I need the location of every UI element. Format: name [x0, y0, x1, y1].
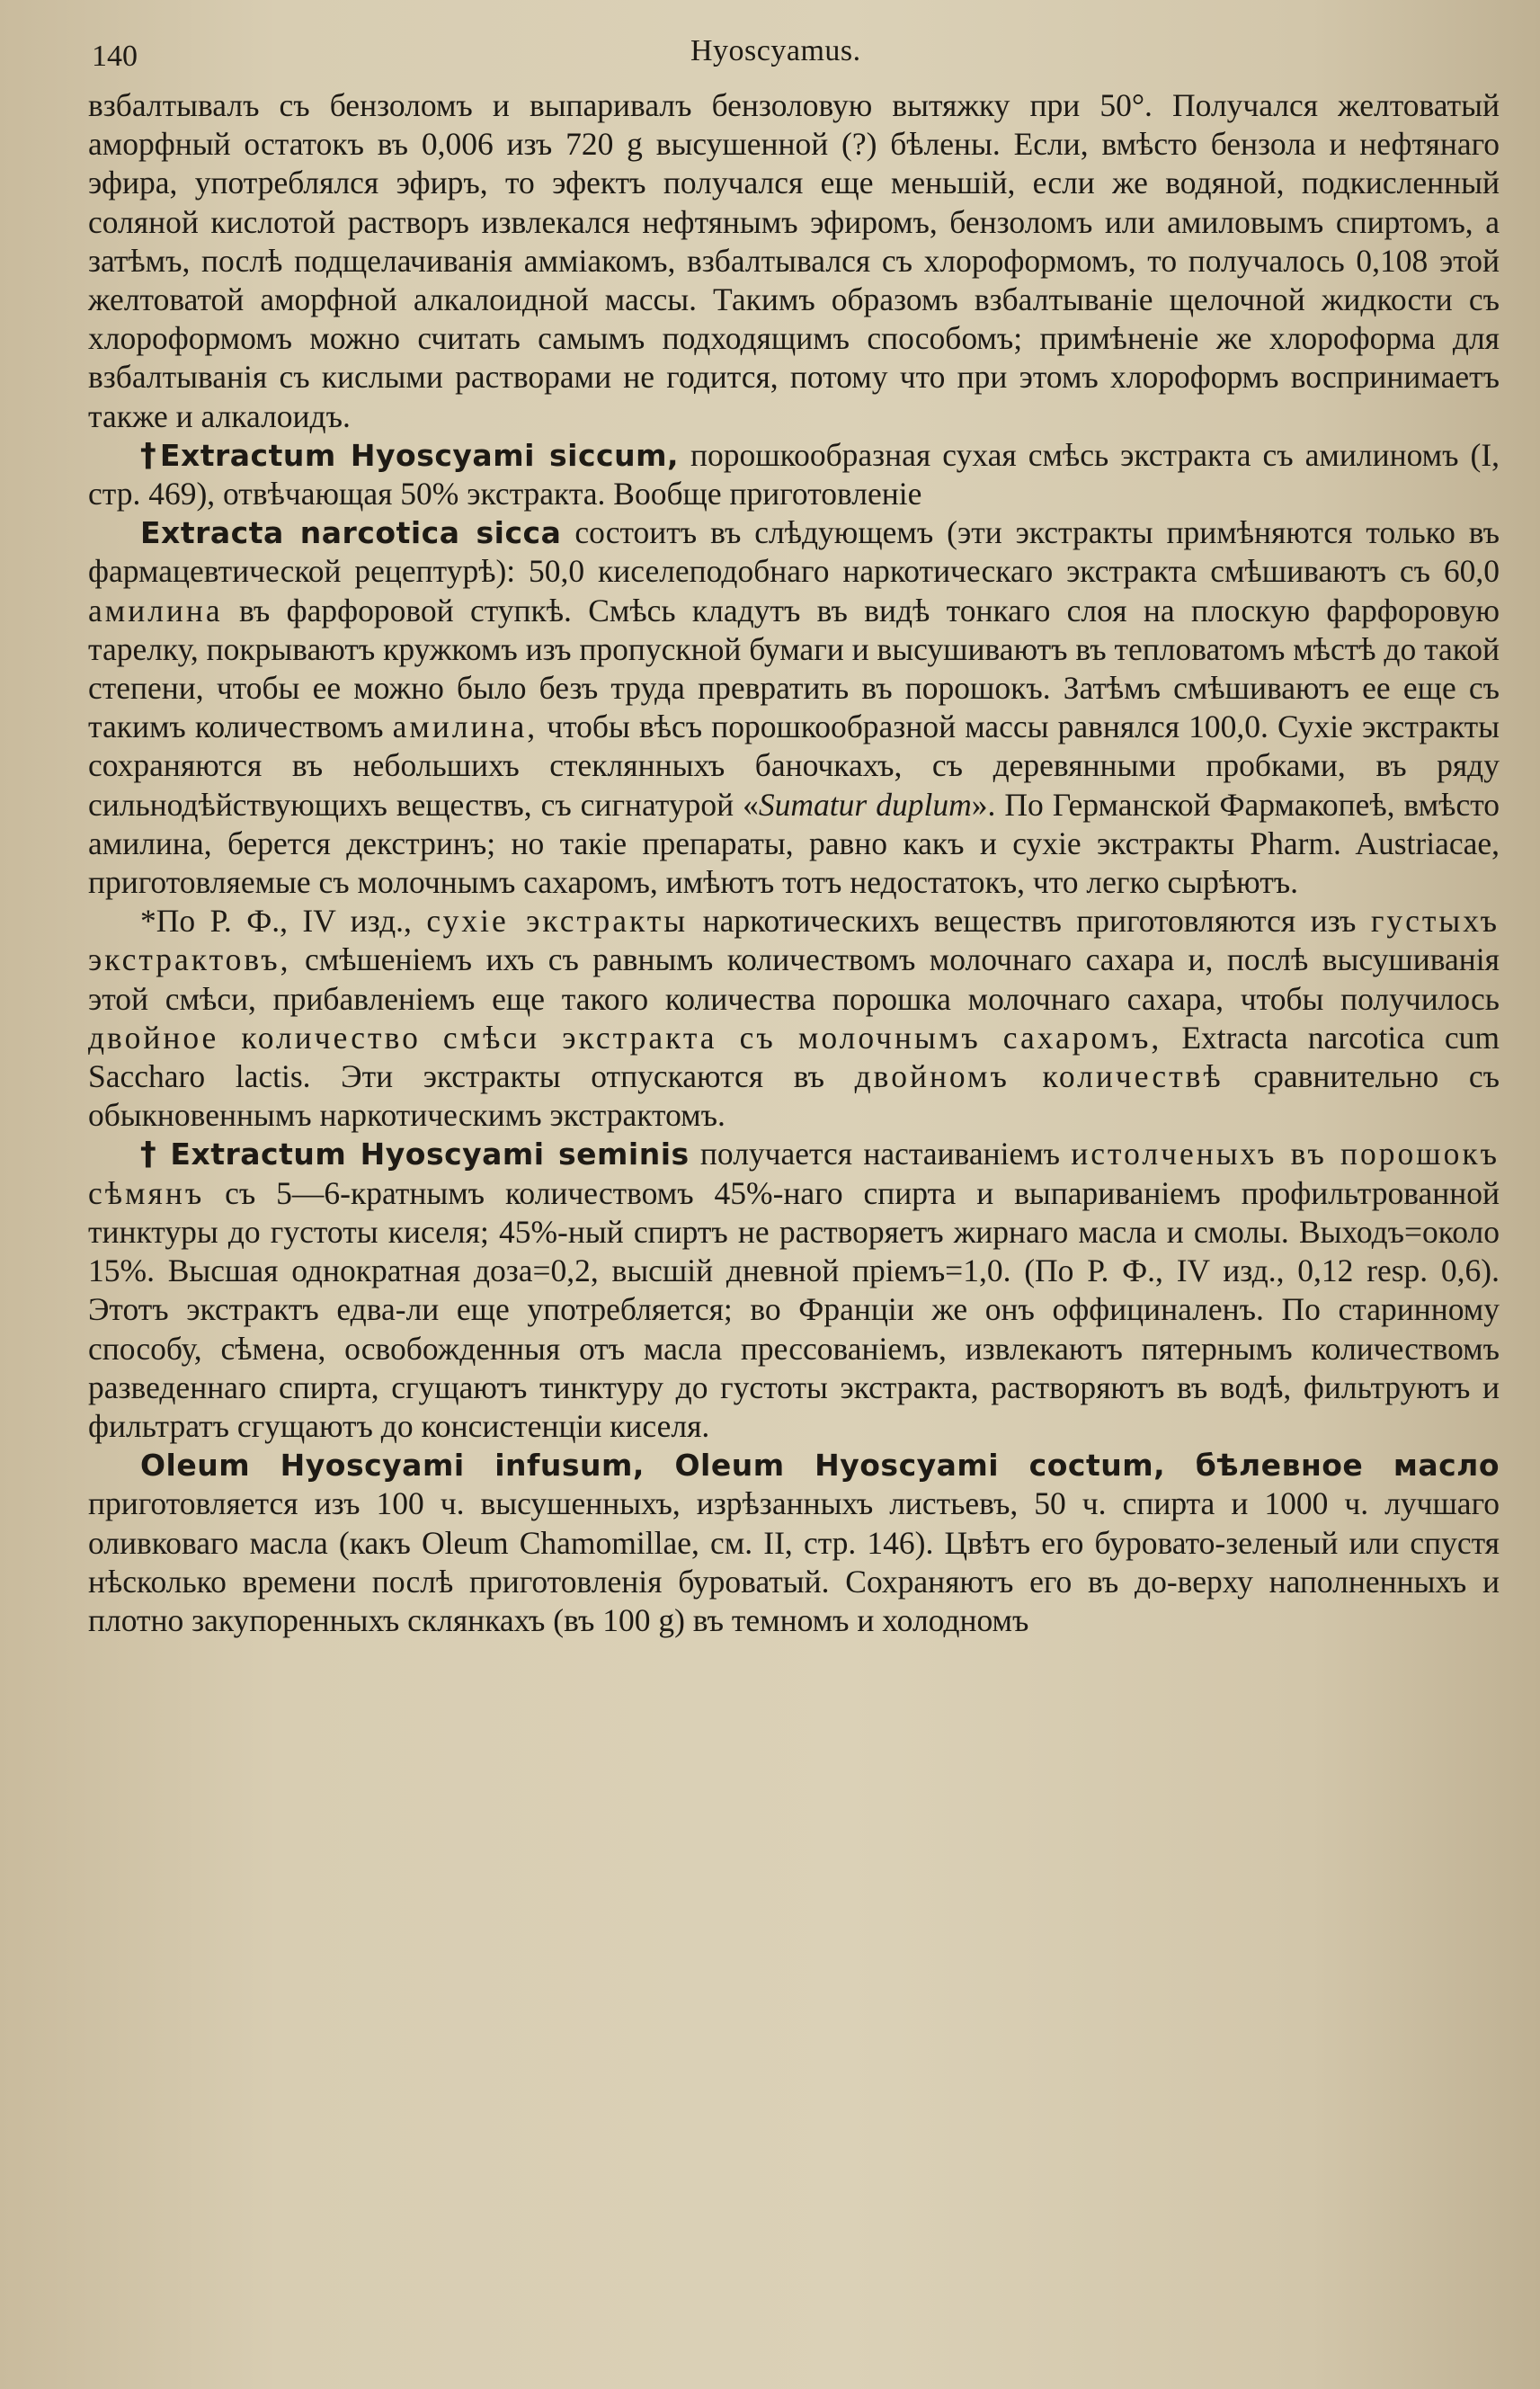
paragraph-text: *По Р. Ф., IV изд., — [140, 903, 427, 940]
paragraph-extractum-siccum — [88, 436, 1500, 513]
dagger-mark: † — [140, 1136, 160, 1173]
spaced-phrase: двойное количество смѣси экстракта съ молочнымъ сахаромъ, — [88, 1019, 1162, 1056]
term-extracta-narcotica-sicca: Extracta narcotica sicca — [140, 515, 562, 551]
paragraph-text: порошкообразная сухая смѣсь экстракта съ амилиномъ (I, стр. 469), отвѣчающая 50% экстракта. Вообще приготовленіе — [88, 436, 1500, 513]
spaced-word-amilina: амилина, — [392, 709, 539, 745]
spaced-word-amilina: амилина — [88, 592, 223, 628]
spaced-phrase: двойномъ количествѣ — [854, 1058, 1224, 1095]
paragraph-oleum-hyoscyami — [88, 1446, 1500, 1640]
running-title: Hyoscyamus. — [690, 34, 861, 67]
paragraph-benzol-extraction: взбалтывалъ съ бензоломъ и выпаривалъ бензоловую вытяжку при 50°. Получался желтоватый аморфный остатокъ въ 0,006 изъ 720 g высушенной (?) бѣлены. Если, вмѣсто бензола и нефтянаго эфира, употреблялся эфиръ, то эфектъ получался еще меньшій, если же водяной, подкисленный соляной кислотой растворъ извлекался нефтянымъ эфиромъ, бензоломъ или амиловымъ спиртомъ, а затѣмъ, послѣ подщелачиванія амміакомъ, взбалтывался съ хлороформомъ, то получалось 0,108 этой желтоватой аморфной алкалоидной массы. Такимъ образомъ взбалтываніе щелочной жидкости съ хлороформомъ можно считать самымъ подходящимъ способомъ; примѣненіе же хлороформа для взбалтыванія съ кислыми растворами не годится, потому что при этомъ хлороформъ воспринимаетъ также и алкалоидъ. — [88, 87, 1500, 434]
paragraph-text: состоитъ въ слѣдующемъ (эти экстракты примѣняются только въ фармацевтической рецептурѣ): 50,0 киселеподобнаго наркотическаго экстракта — [88, 514, 1500, 590]
paragraph-text: смѣшеніемъ ихъ съ равнымъ количествомъ молочнаго сахара и, послѣ высушиванія этой смѣси, прибавленіемъ еще такого количества порошка молочнаго сахара, чтобы получилось — [88, 941, 1500, 1017]
term-extractum-hyoscyami-siccum: Extractum Hyoscyami siccum, — [159, 437, 680, 473]
spaced-phrase: истолченыхъ въ порошокъ сѣмянъ — [88, 1136, 1500, 1211]
paragraph-text: смѣшиваютъ съ 60,0 — [1197, 553, 1500, 590]
spaced-phrase: густыхъ экстрактовъ, — [88, 903, 1500, 978]
paragraph-extractum-seminis — [88, 1135, 1500, 1446]
paragraph-text: Extracta narcotica cum Saccharo lactis. Эти экстракты отпускаются въ — [88, 1019, 1500, 1095]
page-header — [88, 31, 1504, 86]
paragraph-rf-dry-extracts — [88, 902, 1500, 1135]
term-extractum-hyoscyami-seminis: Extractum Hyoscyami seminis — [170, 1137, 690, 1172]
paragraph-extracta-narcotica-sicca — [88, 513, 1500, 902]
paragraph-text: сравнительно съ обыкновеннымъ наркотическимъ экстрактомъ. — [88, 1058, 1500, 1134]
signature-sumatur-duplum: Sumatur duplum — [758, 786, 972, 823]
spaced-phrase: сухіе экстракты — [426, 903, 689, 940]
paragraph-text: ». По Германской Фармакопеѣ, вмѣсто амилина, берется декстринъ; но такіе препараты, равно какъ и сухіе экстракты Pharm. Austriacae, приготовляемые съ молочнымъ сахаромъ, имѣютъ тотъ недостатокъ, что легко сырѣютъ. — [88, 786, 1500, 901]
term-oleum-hyoscyami: Oleum Hyoscyami infusum, Oleum Hyoscyami coctum, бѣлевное масло — [140, 1448, 1500, 1484]
paragraph-text: получается настаиваніемъ — [689, 1136, 1072, 1172]
dagger-mark: † — [140, 436, 160, 474]
paragraph-text: наркотическихъ веществъ приготовляются изъ — [688, 903, 1371, 940]
paragraph-text: въ фарфоровой ступкѣ. Смѣсь кладутъ въ видѣ тонкаго слоя на плоскую фарфоровую тарелку, покрываютъ кружкомъ изъ пропускной бумаги и высушиваютъ въ тепловатомъ мѣстѣ до такой степени, чтобы ее можно было безъ труда превратить въ порошокъ. Затѣмъ смѣшиваютъ ее еще съ такимъ количествомъ — [88, 592, 1500, 745]
paragraph-text: съ 5—6-кратнымъ количествомъ 45%-наго спирта и выпариваніемъ профильтрованной тинктуры до густоты киселя; 45%-ный спиртъ не растворяетъ жирнаго масла и смолы. Выходъ=около 15%. Высшая однократная доза=0,2, высшій дневной пріемъ=1,0. (По Р. Ф., IV изд., 0,12 resp. 0,6). Этотъ экстрактъ едва-ли еще употребляется; во Франціи же онъ оффициналенъ. По старинному способу, сѣмена, освобожденныя отъ масла прессованіемъ, извлекаютъ пятернымъ количествомъ разведеннаго спирта, сгущаютъ тинктуру до густоты экстракта, растворяютъ въ водѣ, фильтруютъ и фильтратъ сгущаютъ до консистенціи киселя. — [88, 1174, 1500, 1444]
paragraph-text: чтобы вѣсъ порошкообразной массы равнялся 100,0. Сухіе экстракты сохраняются въ небольшихъ стеклянныхъ баночкахъ, съ деревянными пробками, въ ряду сильнодѣйствующихъ веществъ, съ сигнатурой « — [88, 709, 1500, 823]
page-number: 140 — [92, 40, 138, 73]
paragraph-text: приготовляется изъ 100 ч. высушенныхъ, изрѣзанныхъ листьевъ, 50 ч. спирта и 1000 ч. лучшаго оливковаго масла (какъ Oleum Chamomillae, см. II, стр. 146). Цвѣтъ его буровато-зеленый или спустя нѣсколько времени послѣ приготовленія буроватый. Сохраняютъ его въ до-верху наполненныхъ и плотно закупоренныхъ склянкахъ (въ 100 g) въ темномъ и холодномъ — [88, 1485, 1500, 1638]
body-text — [88, 86, 1500, 1640]
